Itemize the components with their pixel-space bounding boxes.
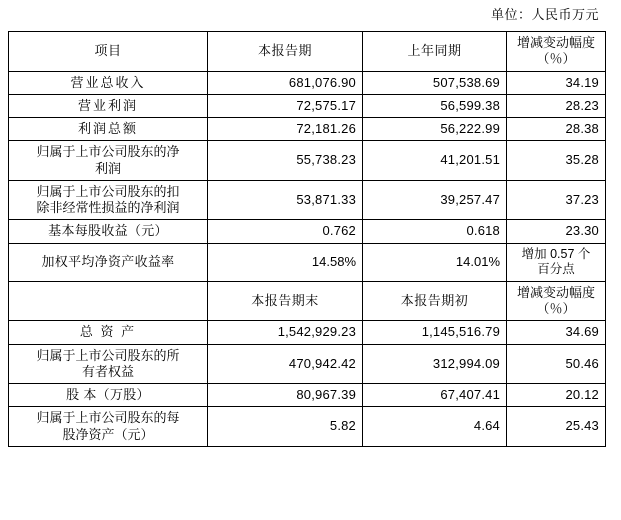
row-value-change: 37.23: [507, 180, 606, 220]
row-value-prior: 67,407.41: [363, 384, 507, 407]
column-header-current-end: 本报告期末: [208, 281, 363, 321]
row-label-line1: 归属于上市公司股东的每: [36, 410, 180, 426]
row-value-prior: 41,201.51: [363, 141, 507, 181]
row-label: 加权平均净资产收益率: [9, 243, 208, 281]
row-value-current: 1,542,929.23: [208, 321, 363, 344]
row-label: [9, 180, 208, 220]
column-header-period-begin: 本报告期初: [363, 281, 507, 321]
row-value-prior: 0.618: [363, 220, 507, 243]
column-header-prior-period: 上年同期: [363, 32, 507, 72]
column-header-item: 项目: [9, 32, 208, 72]
row-label-line1: 归属于上市公司股东的扣: [36, 183, 180, 199]
row-label: 基本每股收益（元）: [9, 220, 208, 243]
row-label: 股 本（万股）: [9, 384, 208, 407]
row-value-current: 80,967.39: [208, 384, 363, 407]
table-row: [9, 344, 606, 384]
row-value-change: 50.46: [507, 344, 606, 384]
row-value-prior: 39,257.47: [363, 180, 507, 220]
row-value-current: 0.762: [208, 220, 363, 243]
column-header-change-pct-2: [507, 281, 606, 321]
row-value-prior: 14.01%: [363, 243, 507, 281]
row-value-prior: 507,538.69: [363, 71, 507, 94]
row-value-change-line1: 增加 0.57 个: [521, 246, 591, 261]
column-header-change-line1: 增减变动幅度: [516, 284, 595, 300]
column-header-change-pct: [507, 32, 606, 72]
column-header-current-period: 本报告期: [208, 32, 363, 72]
row-value-prior: 312,994.09: [363, 344, 507, 384]
row-label-line2: 利润: [94, 160, 121, 176]
table-row: [9, 384, 606, 407]
row-label: 总 资 产: [9, 321, 208, 344]
column-header-change-line2: （％）: [536, 51, 576, 67]
table-row: [9, 220, 606, 243]
table-row: [9, 321, 606, 344]
row-value-change: 28.23: [507, 94, 606, 117]
row-value-prior: 56,222.99: [363, 118, 507, 141]
row-label-line1: 归属于上市公司股东的净: [36, 144, 180, 160]
row-value-change: 28.38: [507, 118, 606, 141]
table-row: [9, 407, 606, 447]
row-value-change: 20.12: [507, 384, 606, 407]
column-header-change-line2: （％）: [536, 301, 576, 316]
row-value-change-line2: 百分点: [537, 262, 575, 277]
row-label: 利润总额: [9, 118, 208, 141]
row-label: [9, 407, 208, 447]
row-label-line2: 除非经常性损益的净利润: [36, 200, 180, 215]
row-value-current: 14.58%: [208, 243, 363, 281]
row-value-change: 25.43: [507, 407, 606, 447]
row-value-current: 72,575.17: [208, 94, 363, 117]
table-row: [9, 243, 606, 281]
row-value-prior: 4.64: [363, 407, 507, 447]
table-row: [9, 71, 606, 94]
column-header-change-line1: 增减变动幅度: [516, 35, 595, 50]
table-header-row-balance: [9, 281, 606, 321]
column-header-item-blank: [9, 281, 208, 321]
row-value-current: 5.82: [208, 407, 363, 447]
row-label: 营业利润: [9, 94, 208, 117]
row-label-line2: 有者权益: [81, 363, 134, 379]
row-value-change: 23.30: [507, 220, 606, 243]
row-value-current: 681,076.90: [208, 71, 363, 94]
row-value-change: [507, 243, 606, 281]
row-label-line2: 股净资产（元）: [62, 426, 154, 442]
row-label: 营业总收入: [9, 71, 208, 94]
table-row: [9, 118, 606, 141]
table-row: [9, 94, 606, 117]
table-header-row-period: [9, 32, 606, 72]
financial-summary-table: [8, 31, 606, 447]
row-label: [9, 344, 208, 384]
row-label-line1: 归属于上市公司股东的所: [36, 347, 180, 363]
row-value-prior: 56,599.38: [363, 94, 507, 117]
row-label: [9, 141, 208, 181]
row-value-change: 35.28: [507, 141, 606, 181]
row-value-current: 470,942.42: [208, 344, 363, 384]
row-value-current: 53,871.33: [208, 180, 363, 220]
row-value-change: 34.69: [507, 321, 606, 344]
unit-note: 单位：人民币万元: [490, 7, 599, 22]
row-value-change: 34.19: [507, 71, 606, 94]
table-row: [9, 141, 606, 181]
row-value-prior: 1,145,516.79: [363, 321, 507, 344]
row-value-current: 55,738.23: [208, 141, 363, 181]
table-row: [9, 180, 606, 220]
row-value-current: 72,181.26: [208, 118, 363, 141]
